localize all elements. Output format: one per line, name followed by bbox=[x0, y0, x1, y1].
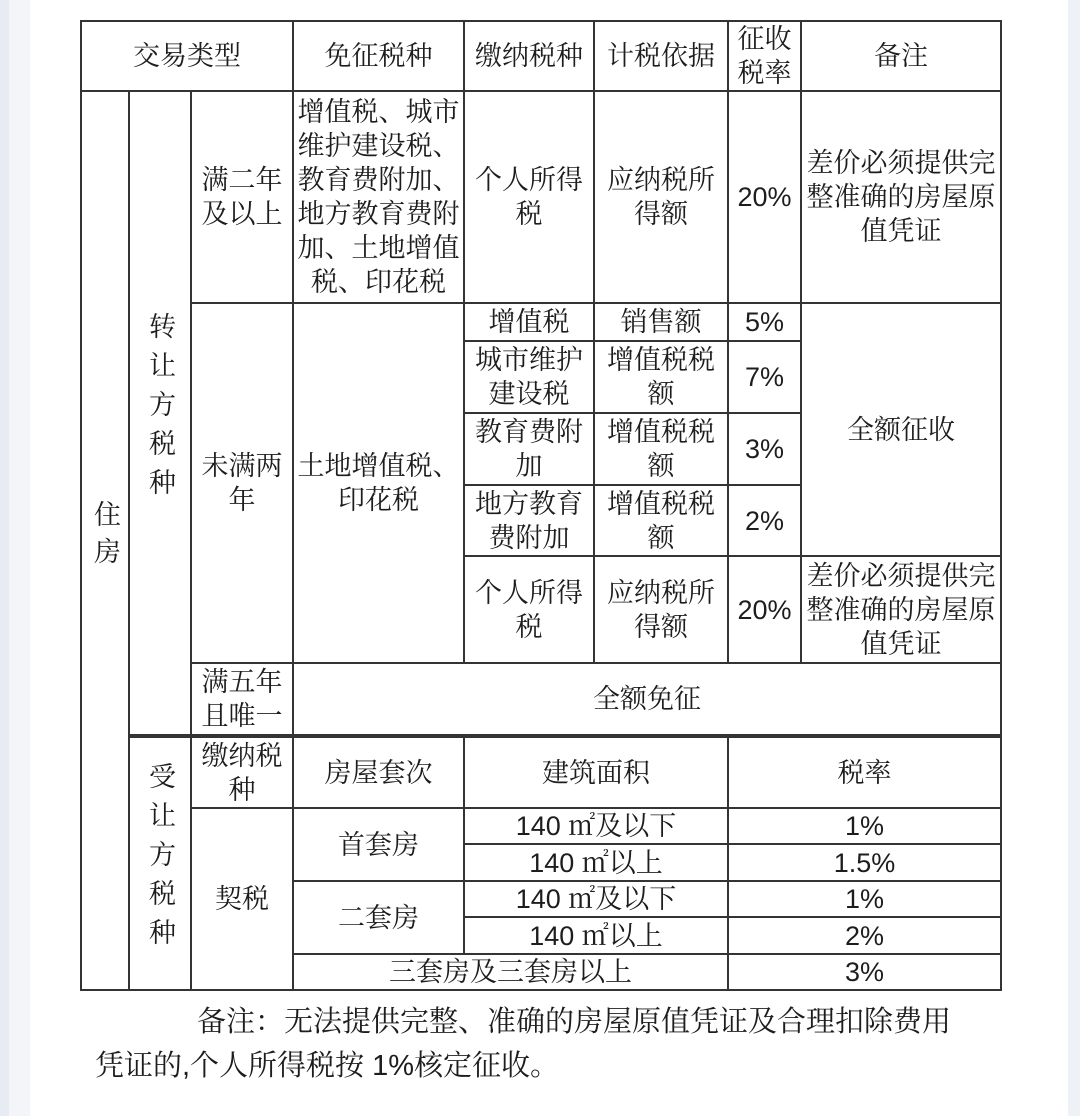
deed-tax-label: 契税 bbox=[191, 808, 293, 990]
payable-local-education-surcharge: 地方教育费附加 bbox=[464, 485, 594, 556]
rate-second-under140: 1% bbox=[728, 881, 1001, 917]
rate-first-under140: 1% bbox=[728, 808, 1001, 844]
rate-vat: 5% bbox=[728, 303, 801, 341]
rate-third-plus: 3% bbox=[728, 954, 1001, 990]
rate-personal-income-tax: 20% bbox=[728, 556, 801, 663]
header-exempt-tax: 免征税种 bbox=[293, 21, 464, 91]
house-order-first: 首套房 bbox=[293, 808, 464, 881]
basis-education-surcharge: 增值税税额 bbox=[594, 413, 728, 485]
subheader-payable: 缴纳税种 bbox=[191, 736, 293, 808]
transferee-side-label: 受让方税种 bbox=[145, 762, 175, 958]
basis-local-education-surcharge: 增值税税额 bbox=[594, 485, 728, 556]
area-second-over140: 140 ㎡以上 bbox=[464, 917, 728, 954]
remark-over-two-years: 差价必须提供完整准确的房屋原值凭证 bbox=[801, 91, 1001, 303]
payable-education-surcharge: 教育费附加 bbox=[464, 413, 594, 485]
basis-over-two-years: 应纳税所得额 bbox=[594, 91, 728, 303]
rate-second-over140: 2% bbox=[728, 917, 1001, 954]
transfer-side-label-cell bbox=[129, 91, 191, 736]
rate-over-two-years: 20% bbox=[728, 91, 801, 303]
footnote-line-1: 备注：无法提供完整、准确的房屋原值凭证及合理扣除费用 bbox=[197, 1006, 952, 1038]
area-second-under140: 140 ㎡及以下 bbox=[464, 881, 728, 917]
subheader-rate: 税率 bbox=[728, 736, 1001, 808]
remark-full-amount: 全额征收 bbox=[801, 303, 1001, 556]
remark-personal-income-tax: 差价必须提供完整准确的房屋原值凭证 bbox=[801, 556, 1001, 663]
footnote bbox=[95, 1004, 1015, 1085]
rate-urban-maintenance: 7% bbox=[728, 341, 801, 413]
payable-over-two-years: 个人所得税 bbox=[464, 91, 594, 303]
basis-urban-maintenance: 增值税税额 bbox=[594, 341, 728, 413]
payable-vat: 增值税 bbox=[464, 303, 594, 341]
header-transaction-type: 交易类型 bbox=[81, 21, 293, 91]
basis-personal-income-tax: 应纳税所得额 bbox=[594, 556, 728, 663]
housing-tax-table bbox=[80, 20, 1002, 991]
footnote-line-2: 凭证的,个人所得税按 1%核定征收。 bbox=[95, 1050, 560, 1082]
transferee-side-label-cell bbox=[129, 736, 191, 990]
exempt-under-two-years: 土地增值税、印花税 bbox=[293, 303, 464, 663]
right-edge-strip bbox=[1068, 0, 1080, 1116]
rate-local-education-surcharge: 2% bbox=[728, 485, 801, 556]
transfer-side-label: 转让方税种 bbox=[145, 311, 175, 507]
subheader-area: 建筑面积 bbox=[464, 736, 728, 808]
condition-over-two-years: 满二年及以上 bbox=[191, 91, 293, 303]
house-order-third-plus: 三套房及三套房以上 bbox=[293, 954, 728, 990]
header-tax-basis: 计税依据 bbox=[594, 21, 728, 91]
area-first-under140: 140 ㎡及以下 bbox=[464, 808, 728, 844]
subheader-house-order: 房屋套次 bbox=[293, 736, 464, 808]
area-first-over140: 140 ㎡以上 bbox=[464, 844, 728, 881]
left-edge-strip bbox=[0, 0, 30, 1116]
condition-five-years-unique: 满五年且唯一 bbox=[191, 663, 293, 736]
header-remark: 备注 bbox=[801, 21, 1001, 91]
rate-education-surcharge: 3% bbox=[728, 413, 801, 485]
payable-urban-maintenance: 城市维护建设税 bbox=[464, 341, 594, 413]
result-full-exemption: 全额免征 bbox=[293, 663, 1001, 736]
rate-first-over140: 1.5% bbox=[728, 844, 1001, 881]
housing-label-cell bbox=[81, 91, 129, 990]
housing-label: 住房 bbox=[90, 499, 120, 574]
exempt-over-two-years: 增值税、城市维护建设税、教育费附加、地方教育费附加、土地增值税、印花税 bbox=[293, 91, 464, 303]
payable-personal-income-tax: 个人所得税 bbox=[464, 556, 594, 663]
condition-under-two-years: 未满两年 bbox=[191, 303, 293, 663]
header-tax-rate: 征收税率 bbox=[728, 21, 801, 91]
basis-vat: 销售额 bbox=[594, 303, 728, 341]
header-payable-tax: 缴纳税种 bbox=[464, 21, 594, 91]
house-order-second: 二套房 bbox=[293, 881, 464, 954]
